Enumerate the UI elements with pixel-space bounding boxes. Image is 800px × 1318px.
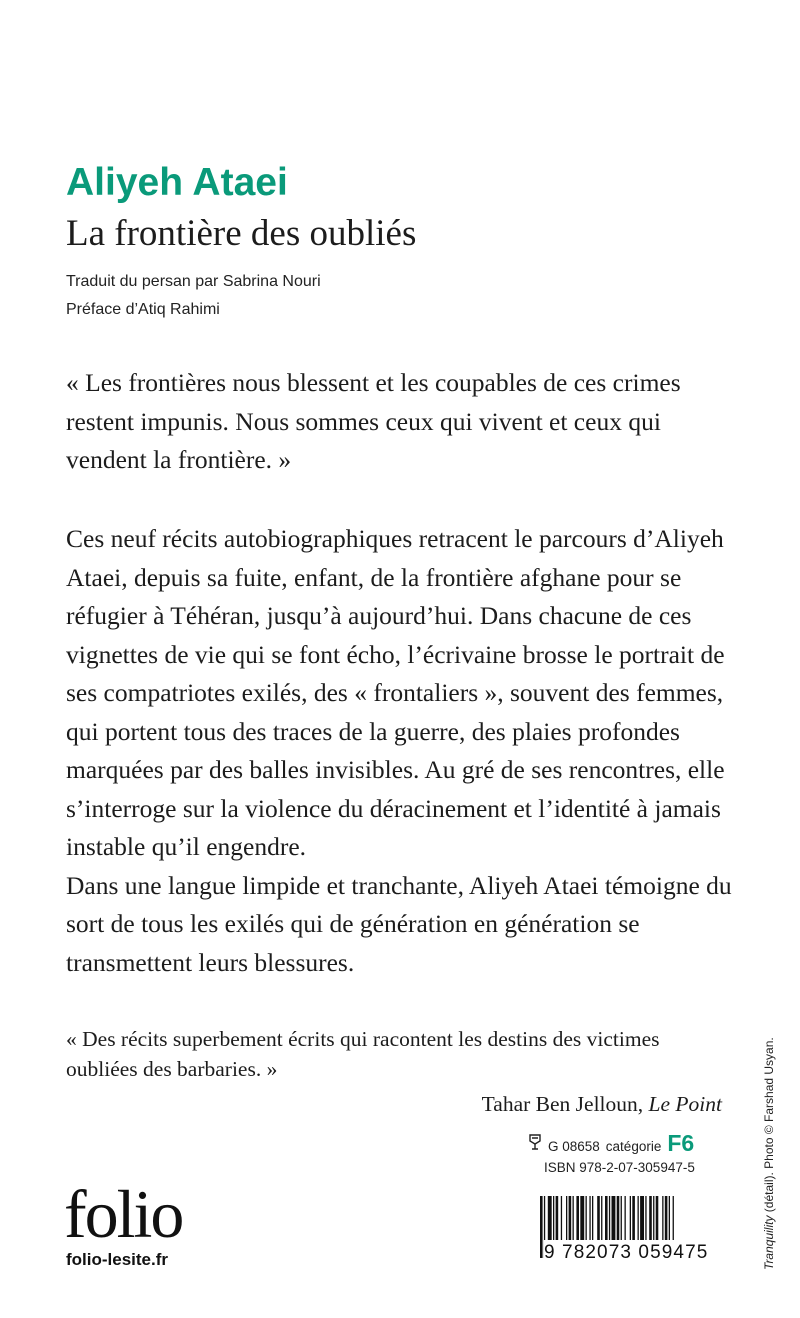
folio-emblem-icon [528, 1133, 542, 1151]
category-label: catégorie [605, 1139, 662, 1154]
artwork-title: Tranquility [762, 1215, 776, 1270]
book-title: La frontière des oubliés [66, 213, 417, 254]
folio-logo: folio [64, 1176, 183, 1252]
photo-credit [762, 1037, 776, 1270]
blurb-paragraph: Dans une langue limpide et tranchante, Aliyeh Ataei témoigne du sort de tous les exilés qui de génération en génération se transmettent leurs blessures. [66, 870, 732, 977]
isbn: ISBN 978-2-07-305947-5 [544, 1160, 695, 1175]
publisher-website: folio-lesite.fr [66, 1250, 169, 1269]
press-author: Tahar Ben Jelloun, [481, 1092, 649, 1116]
epigraph-quote: « Les frontières nous blessent et les coupables de ces crimes restent impunis. Nous sommes ceux qui vivent et ceux qui vendent la frontière. » [66, 368, 681, 474]
blurb [66, 520, 736, 982]
photo-credit-rest: (détail). Photo © Farshad Usyan. [762, 1037, 776, 1216]
preface-credit: Préface d’Atiq Rahimi [66, 301, 220, 318]
blurb-paragraph: Ces neuf récits autobiographiques retracent le parcours d’Aliyeh Ataei, depuis sa fuite, enfant, de la frontière afghane pour se réfugier à Téhéran, jusqu’à aujourd’hui. Dans chacune de ces vignettes de vie qui se font écho, l’écrivaine brosse le portrait de ses compatriotes exilés, des « frontaliers », souvent des femmes, qui portent tous des traces de la guerre, des plaies profondes marquées par des balles invisibles. Au gré de ses rencontres, elle s’interroge sur la violence du déracinement et l’identité à jamais instable qu’il engendre. [66, 524, 725, 861]
press-attribution [482, 1089, 722, 1119]
press-quote: « Des récits superbement écrits qui racontent les destins des victimes oubliées des barbaries. » [66, 1027, 660, 1081]
barcode-digits: 9 782073 059475 [544, 1240, 726, 1266]
press-source: Le Point [648, 1092, 722, 1116]
translator-credit: Traduit du persan par Sabrina Nouri [66, 273, 321, 290]
catalog-code: G 08658 [548, 1139, 600, 1154]
author-name: Aliyeh Ataei [66, 161, 288, 204]
catalog-info [528, 1130, 724, 1175]
price-category: F6 [667, 1130, 695, 1156]
